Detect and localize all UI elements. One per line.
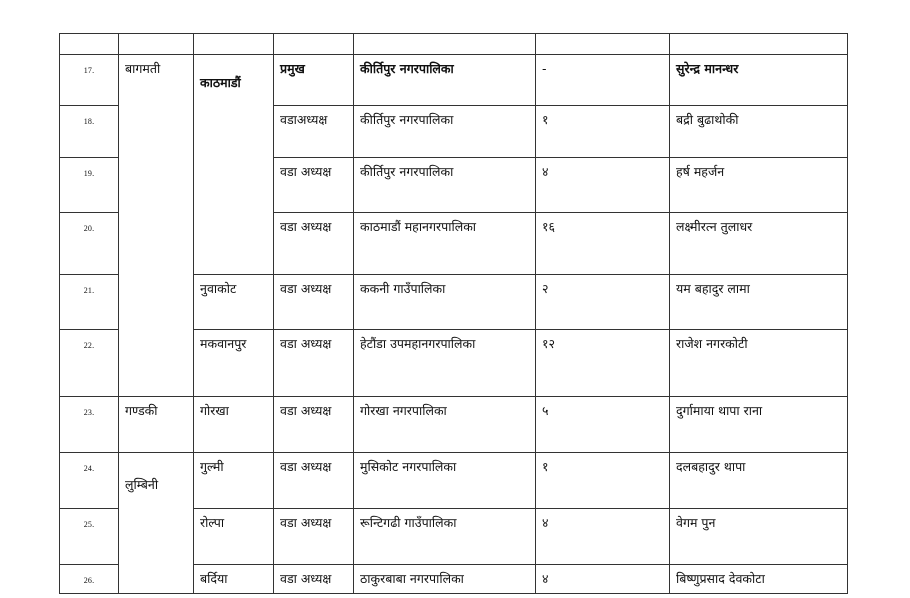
- ward-cell: [536, 453, 670, 509]
- local-body: हेटौंडा उपमहानगरपालिका: [360, 336, 476, 351]
- ward-number: -: [542, 61, 547, 76]
- header-cell: [194, 34, 274, 55]
- local-body: मुसिकोट नगरपालिका: [360, 459, 457, 474]
- name-cell: [670, 275, 848, 330]
- local-body: कीर्तिपुर नगरपालिका: [360, 61, 454, 76]
- serial-number: 17.: [83, 66, 95, 75]
- official-name: यम बहादुर लामा: [676, 281, 750, 296]
- post: वडा अध्यक्ष: [280, 515, 332, 530]
- name-cell: [670, 55, 848, 106]
- local-body-cell: [354, 453, 536, 509]
- table-row: [60, 397, 848, 453]
- serial-number-cell: [60, 106, 119, 158]
- serial-number: 21.: [83, 286, 95, 295]
- district-name: बर्दिया: [200, 571, 228, 586]
- post-cell: [274, 565, 354, 594]
- district-cell: [194, 509, 274, 565]
- ward-number: ४: [542, 515, 549, 530]
- local-body-cell: [354, 158, 536, 213]
- ward-number: ४: [542, 164, 549, 179]
- province-cell: [119, 397, 194, 453]
- post: वडा अध्यक्ष: [280, 281, 332, 296]
- serial-number-cell: [60, 213, 119, 275]
- local-body-cell: [354, 565, 536, 594]
- ward-cell: [536, 213, 670, 275]
- local-body-cell: [354, 509, 536, 565]
- official-name: हर्ष महर्जन: [676, 164, 725, 179]
- local-body: ककनी गाउँपालिका: [360, 281, 446, 296]
- local-body-cell: [354, 397, 536, 453]
- ward-cell: [536, 55, 670, 106]
- official-name: दुर्गामाया थापा राना: [676, 403, 763, 418]
- post-cell: [274, 275, 354, 330]
- province-cell: [119, 453, 194, 594]
- post: वडा अध्यक्ष: [280, 164, 332, 179]
- ward-cell: [536, 397, 670, 453]
- local-body-cell: [354, 55, 536, 106]
- ward-number: २: [542, 281, 549, 296]
- local-body: गोरखा नगरपालिका: [360, 403, 447, 418]
- province-name: बागमती: [125, 61, 161, 76]
- table-row: [60, 55, 848, 106]
- district-name: नुवाकोट: [200, 281, 237, 296]
- district-name: गोरखा: [200, 403, 229, 418]
- header-cell: [536, 34, 670, 55]
- official-name: राजेश नगरकोटी: [676, 336, 748, 351]
- local-body: रून्टिगढी गाउँपालिका: [360, 515, 457, 530]
- header-cell: [119, 34, 194, 55]
- ward-number: १२: [542, 336, 556, 351]
- ward-number: १६: [542, 219, 556, 234]
- ward-cell: [536, 509, 670, 565]
- serial-number-cell: [60, 275, 119, 330]
- name-cell: [670, 330, 848, 397]
- official-name: बद्री बुढाथोकी: [676, 112, 739, 127]
- district-cell: [194, 565, 274, 594]
- province-name: लुम्बिनी: [125, 477, 159, 492]
- serial-number: 20.: [83, 224, 95, 233]
- officials-table: [59, 33, 848, 594]
- ward-cell: [536, 275, 670, 330]
- district-name: काठमाडौं: [200, 75, 241, 90]
- local-body-cell: [354, 106, 536, 158]
- ward-cell: [536, 565, 670, 594]
- district-cell: [194, 330, 274, 397]
- serial-number: 26.: [83, 576, 95, 585]
- serial-number: 23.: [83, 408, 95, 417]
- name-cell: [670, 565, 848, 594]
- serial-number: 18.: [83, 117, 95, 126]
- header-cell: [670, 34, 848, 55]
- ward-number: ५: [542, 403, 549, 418]
- serial-number: 24.: [83, 464, 95, 473]
- official-name: दलबहादुर थापा: [676, 459, 746, 474]
- table-header-row: [60, 34, 848, 55]
- name-cell: [670, 158, 848, 213]
- official-name: बिष्णुप्रसाद देवकोटा: [676, 571, 765, 586]
- province-cell: [119, 55, 194, 397]
- post: वडा अध्यक्ष: [280, 403, 332, 418]
- district-cell: [194, 55, 274, 275]
- post-cell: [274, 453, 354, 509]
- header-cell: [60, 34, 119, 55]
- serial-number: 22.: [83, 341, 95, 350]
- local-body: काठमाडौं महानगरपालिका: [360, 219, 477, 234]
- post: प्रमुख: [280, 61, 305, 76]
- district-name: रोल्पा: [200, 515, 225, 530]
- post-cell: [274, 330, 354, 397]
- serial-number-cell: [60, 55, 119, 106]
- official-name: लक्ष्मीरत्न तुलाधर: [676, 219, 753, 234]
- serial-number-cell: [60, 330, 119, 397]
- district-name: मकवानपुर: [200, 336, 247, 351]
- ward-cell: [536, 330, 670, 397]
- serial-number: 19.: [83, 169, 95, 178]
- name-cell: [670, 106, 848, 158]
- post-cell: [274, 213, 354, 275]
- local-body-cell: [354, 275, 536, 330]
- province-name: गण्डकी: [125, 403, 158, 418]
- ward-number: १: [542, 112, 549, 127]
- header-cell: [354, 34, 536, 55]
- header-cell: [274, 34, 354, 55]
- local-body-cell: [354, 213, 536, 275]
- district-cell: [194, 275, 274, 330]
- serial-number-cell: [60, 565, 119, 594]
- post: वडा अध्यक्ष: [280, 336, 332, 351]
- ward-number: १: [542, 459, 549, 474]
- ward-cell: [536, 158, 670, 213]
- local-body: कीर्तिपुर नगरपालिका: [360, 112, 454, 127]
- post-cell: [274, 55, 354, 106]
- name-cell: [670, 213, 848, 275]
- post-cell: [274, 509, 354, 565]
- name-cell: [670, 509, 848, 565]
- local-body: कीर्तिपुर नगरपालिका: [360, 164, 454, 179]
- district-name: गुल्मी: [200, 459, 224, 474]
- local-body: ठाकुरबाबा नगरपालिका: [360, 571, 464, 586]
- district-cell: [194, 397, 274, 453]
- district-cell: [194, 453, 274, 509]
- serial-number-cell: [60, 453, 119, 509]
- ward-number: ४: [542, 571, 549, 586]
- post: वडा अध्यक्ष: [280, 459, 332, 474]
- serial-number-cell: [60, 397, 119, 453]
- official-name: वेगम पुन: [676, 515, 716, 530]
- post: वडा अध्यक्ष: [280, 571, 332, 586]
- table-row: [60, 453, 848, 509]
- post-cell: [274, 106, 354, 158]
- name-cell: [670, 397, 848, 453]
- serial-number: 25.: [83, 520, 95, 529]
- ward-cell: [536, 106, 670, 158]
- name-cell: [670, 453, 848, 509]
- post-cell: [274, 158, 354, 213]
- post: वडाअध्यक्ष: [280, 112, 328, 127]
- serial-number-cell: [60, 158, 119, 213]
- post: वडा अध्यक्ष: [280, 219, 332, 234]
- serial-number-cell: [60, 509, 119, 565]
- post-cell: [274, 397, 354, 453]
- official-name: सुरेन्द्र मानन्धर: [676, 61, 739, 76]
- local-body-cell: [354, 330, 536, 397]
